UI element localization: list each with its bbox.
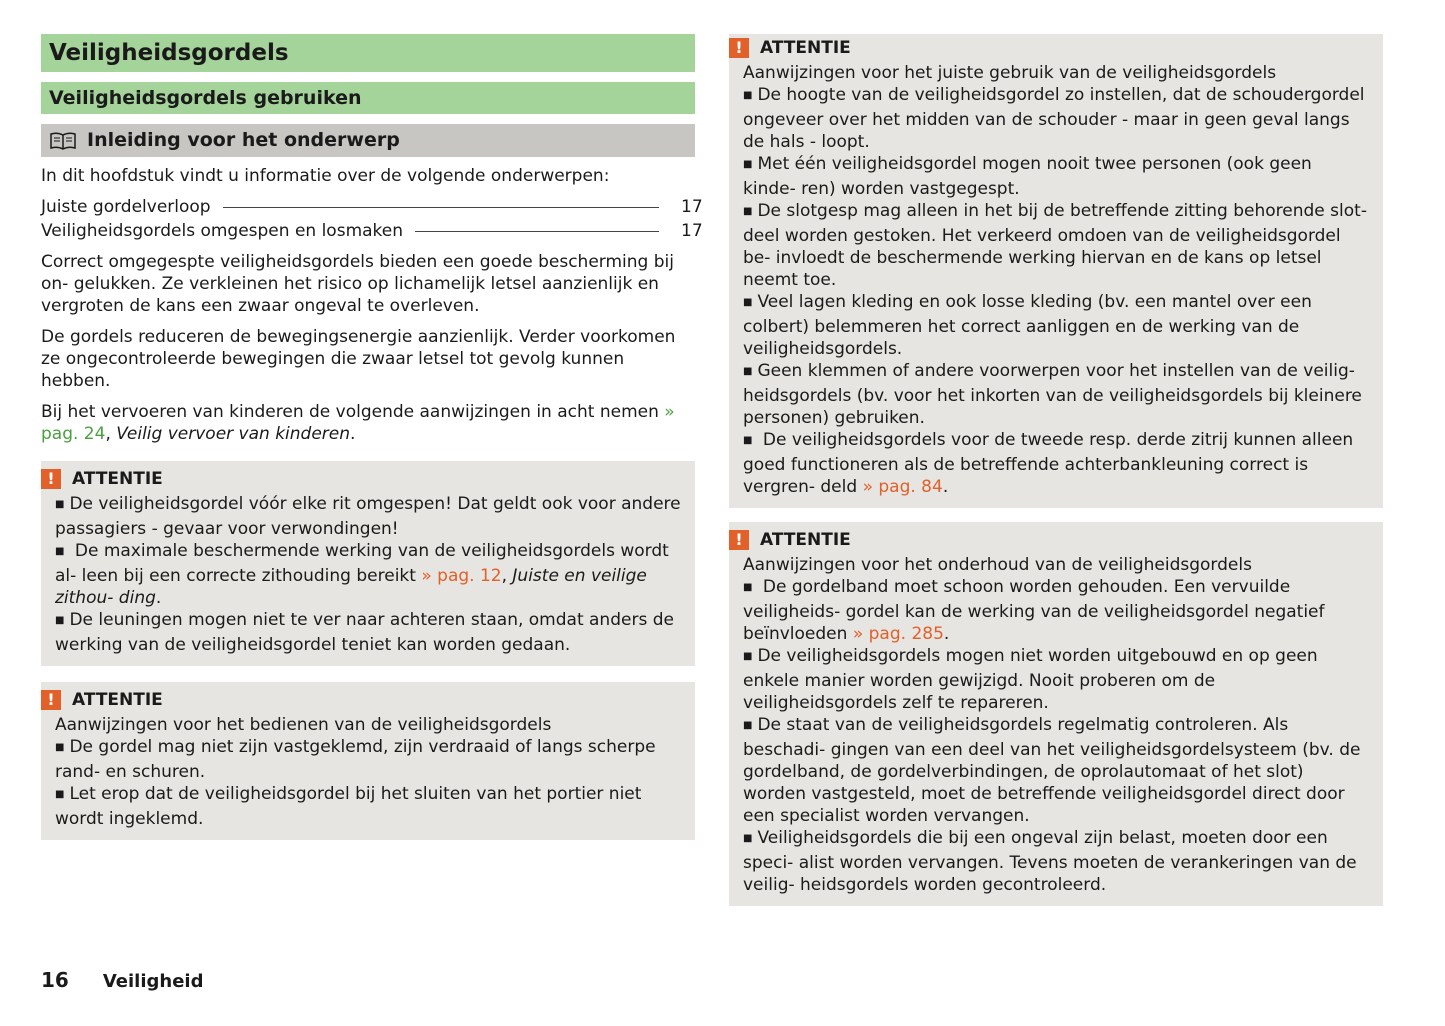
warning-bullet: ■ De veiligheidsgordel vóór elke rit omgespen! Dat geldt ook voor andere passagiers - gevaar voor verwondingen! bbox=[55, 493, 681, 540]
toc-item[interactable] bbox=[41, 219, 703, 243]
exclamation-icon: ! bbox=[729, 530, 749, 550]
warning-bullet: ■ De maximale beschermende werking van de veiligheidsgordels wordt al- leen bij een correcte zithouding bereikt » pag. 12, Juiste en veilige zithou- ding. bbox=[55, 540, 681, 609]
page-link[interactable]: » pag. 84 bbox=[862, 477, 943, 497]
toc-leader-line bbox=[415, 231, 659, 232]
page-link[interactable]: » pag. 12 bbox=[421, 566, 502, 586]
body-paragraph-children: Bij het vervoeren van kinderen de volgende aanwijzingen in acht nemen » pag. 24, Veilig vervoer van kinderen. bbox=[41, 402, 675, 444]
reference-title: Juiste en veilige zithou- ding bbox=[55, 566, 647, 608]
warning-bullet: ■ Let erop dat de veiligheidsgordel bij het sluiten van het portier niet wordt ingeklemd. bbox=[55, 783, 681, 830]
warning-bullet: ■ De gordel mag niet zijn vastgeklemd, zijn verdraaid of langs scherpe rand- en schuren. bbox=[55, 736, 681, 783]
reference-title: Veilig vervoer van kinderen bbox=[116, 424, 351, 444]
warning-bullet: ■ De slotgesp mag alleen in het bij de betreffende zitting behorende slot- deel worden gestoken. Het verkeerd omdoen van de veiligheidsgordel be- invloedt de beschermende werking hiervan en de kans op letsel neemt toe. bbox=[743, 200, 1369, 291]
section-name: Veiligheid bbox=[102, 971, 204, 992]
warning-bullet: ■ De veiligheidsgordels mogen niet worden uitgebouwd en op geen enkele manier worden gewijzigd. Nooit proberen om de veiligheidsgordels zelf te repareren. bbox=[743, 645, 1369, 714]
warning-bullet: ■ De veiligheidsgordels voor de tweede resp. derde zitrij kunnen alleen goed functioneren als de betreffende achterbankleuning correct is vergren- deld » pag. 84. bbox=[743, 429, 1369, 498]
intro-text: In dit hoofdstuk vindt u informatie over de volgende onderwerpen: bbox=[41, 166, 610, 186]
warning-bullet: ■ Geen klemmen of andere voorwerpen voor het instellen van de veilig- heidsgordels (bv. voor het inkorten van de veiligheidsgordels bij kleinere personen) gebruiken. bbox=[743, 360, 1369, 429]
warning-bullet: ■ Veiligheidsgordels die bij een ongeval zijn belast, moeten door een speci- alist worden vervangen. Tevens moeten de verankeringen van de veilig- heidsgordels worden gecontroleerd. bbox=[743, 827, 1369, 896]
warning-bullet: ■ De gordelband moet schoon worden gehouden. Een vervuilde veiligheids- gordel kan de werking van de veiligheidsgordel negatief beïnvloeden » pag. 285. bbox=[743, 576, 1369, 645]
right-column bbox=[729, 34, 1383, 922]
toc-leader-line bbox=[223, 207, 659, 208]
warning-title: Aanwijzingen voor het bedienen van de veiligheidsgordels bbox=[55, 715, 552, 735]
warning-box bbox=[729, 34, 1383, 508]
warning-bullet: ■ Veel lagen kleding en ook losse kleding (bv. een mantel over een colbert) belemmeren het correct aanliggen en de werking van de veiligheidsgordels. bbox=[743, 291, 1369, 360]
warning-box bbox=[41, 461, 695, 666]
warning-header bbox=[47, 467, 681, 491]
left-column bbox=[41, 34, 703, 856]
page-number: 16 bbox=[41, 968, 69, 992]
toc-item-label: Juiste gordelverloop bbox=[41, 197, 211, 217]
book-icon bbox=[49, 131, 77, 151]
warning-bullet: ■ Met één veiligheidsgordel mogen nooit twee personen (ook geen kinde- ren) worden vastgegespt. bbox=[743, 153, 1369, 200]
page-link[interactable]: » pag. 24 bbox=[41, 402, 675, 444]
warning-label: ATTENTIE bbox=[72, 690, 163, 710]
warning-header bbox=[735, 36, 1369, 60]
warning-label: ATTENTIE bbox=[760, 38, 851, 58]
body-paragraph: Correct omgegespte veiligheidsgordels bieden een goede bescherming bij on- gelukken. Ze verkleinen het risico op lichamelijk letsel aanzienlijk en vergroten de kans een zwaar ongeval te overleven. bbox=[41, 252, 674, 316]
warning-bullet: ■ De hoogte van de veiligheidsgordel zo instellen, dat de schoudergordel ongeveer over het midden van de schouder - maar in geen geval langs de hals - loopt. bbox=[743, 84, 1369, 153]
chapter-heading: Veiligheidsgordels bbox=[41, 34, 695, 72]
exclamation-icon: ! bbox=[729, 38, 749, 58]
toc-item-label: Veiligheidsgordels omgespen en losmaken bbox=[41, 221, 404, 241]
toc-item-page: 17 bbox=[681, 197, 703, 217]
warning-title: Aanwijzingen voor het onderhoud van de veiligheidsgordels bbox=[743, 555, 1252, 575]
toc-item-page: 17 bbox=[681, 221, 703, 241]
body-paragraph: De gordels reduceren de bewegingsenergie aanzienlijk. Verder voorkomen ze ongecontroleerde bewegingen die zwaar letsel tot gevolg kunnen hebben. bbox=[41, 327, 676, 391]
subsection-heading-text: Inleiding voor het onderwerp bbox=[87, 129, 400, 151]
warning-label: ATTENTIE bbox=[760, 530, 851, 550]
toc-item[interactable] bbox=[41, 195, 703, 219]
warning-bullet: ■ De leuningen mogen niet te ver naar achteren staan, omdat anders de werking van de veiligheidsgordel teniet kan worden gedaan. bbox=[55, 609, 681, 656]
toc-list bbox=[41, 195, 703, 243]
exclamation-icon: ! bbox=[41, 469, 61, 489]
warning-label: ATTENTIE bbox=[72, 469, 163, 489]
warning-box bbox=[41, 682, 695, 840]
exclamation-icon: ! bbox=[41, 690, 61, 710]
warning-header bbox=[735, 528, 1369, 552]
subsection-heading bbox=[41, 124, 695, 157]
page-link[interactable]: » pag. 285 bbox=[852, 624, 944, 644]
warning-box bbox=[729, 522, 1383, 906]
page-footer bbox=[41, 968, 203, 992]
section-heading: Veiligheidsgordels gebruiken bbox=[41, 82, 695, 114]
warning-header bbox=[47, 688, 681, 712]
warning-bullet: ■ De staat van de veiligheidsgordels regelmatig controleren. Als beschadi- gingen van een deel van het veiligheidsgordelsysteem (bv. de gordelband, de gordelverbindingen, de oprolautomaat of het slot) worden vastgesteld, moet de betreffende veiligheidsgordel direct door een specialist worden vervangen. bbox=[743, 714, 1369, 827]
warning-title: Aanwijzingen voor het juiste gebruik van de veiligheidsgordels bbox=[743, 63, 1277, 83]
